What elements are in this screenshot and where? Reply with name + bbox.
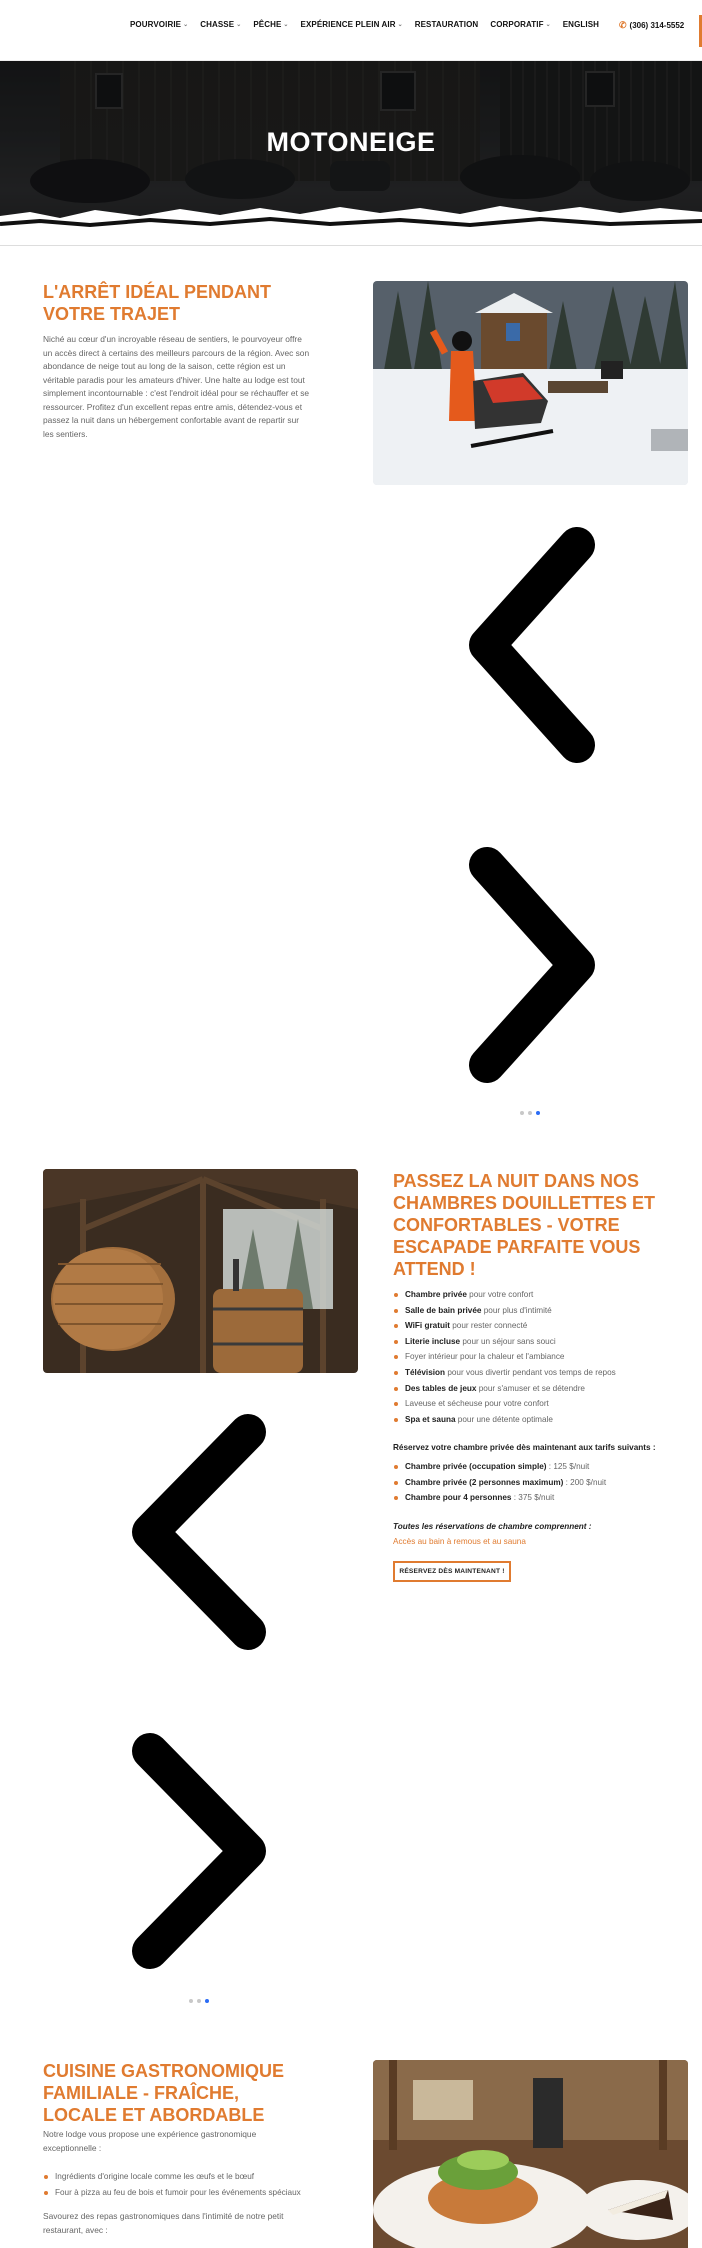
- carousel-dot[interactable]: [197, 1999, 201, 2003]
- nav-item-experience-plein-air[interactable]: [301, 20, 403, 29]
- carousel-prev-icon[interactable]: [128, 1412, 273, 1652]
- list-item: Des tables de jeux pour s'amuser et se détendre: [393, 1381, 616, 1397]
- includes-text: Accès au bain à remous et au sauna: [393, 1537, 526, 1546]
- body-line: ressourcer. Profitez d'un excellent repas entre amis, détendez-vous et: [43, 401, 303, 412]
- nav-label: CORPORATIF: [490, 20, 544, 29]
- nav-item-corporatif[interactable]: [490, 20, 550, 29]
- site-header: [0, 0, 702, 61]
- phone-icon: ✆: [619, 20, 627, 30]
- nav-label: CHASSE: [200, 20, 235, 29]
- body-line: restaurant, avec :: [43, 2224, 108, 2235]
- list-item: Chambre privée pour votre confort: [393, 1287, 616, 1303]
- nav-item-restauration[interactable]: [415, 20, 479, 29]
- includes-heading: Toutes les réservations de chambre comprennent :: [393, 1522, 592, 1531]
- body-line: véritable paradis pour les amateurs d'hiver. Une halte au lodge est tout: [43, 374, 305, 385]
- nav-label: PÊCHE: [253, 20, 282, 29]
- list-item: Télévision pour vous divertir pendant vos temps de repos: [393, 1365, 616, 1381]
- nav-item-chasse[interactable]: [200, 20, 241, 29]
- title-line: CUISINE GASTRONOMIQUE: [43, 2061, 285, 2081]
- list-item: Chambre privée (occupation simple) : 125 $/nuit: [393, 1459, 606, 1475]
- carousel-pagination: [189, 1999, 209, 2003]
- hero-snow-edge: [0, 194, 702, 246]
- phone-link[interactable]: [619, 20, 684, 31]
- nav-label: POURVOIRIE: [130, 20, 182, 29]
- dish-photo: [373, 2060, 688, 2248]
- hero-banner: [0, 61, 702, 246]
- list-item: Four à pizza au feu de bois et fumoir pour les événements spéciaux: [43, 2185, 301, 2201]
- rates-heading: Réservez votre chambre privée dès maintenant aux tarifs suivants :: [393, 1443, 656, 1452]
- section-title: [43, 281, 343, 325]
- nav-label: EXPÉRIENCE PLEIN AIR: [300, 20, 396, 29]
- list-item: Spa et sauna pour une détente optimale: [393, 1412, 616, 1428]
- reserve-button[interactable]: RÉSERVEZ DÈS MAINTENANT !: [393, 1561, 511, 1582]
- title-line: L'ARRÊT IDÉAL PENDANT: [43, 282, 271, 302]
- carousel-dot-active[interactable]: [205, 1999, 209, 2003]
- section-outro: [43, 2210, 343, 2237]
- body-line: Notre lodge vous propose une expérience gastronomique: [43, 2129, 257, 2139]
- list-item: Literie incluse pour un séjour sans souci: [393, 1334, 616, 1350]
- room-features-list: [393, 1287, 616, 1427]
- chevron-down-icon: ⌄: [236, 22, 242, 28]
- nav-item-english[interactable]: [563, 20, 599, 29]
- chevron-down-icon: ⌄: [283, 22, 289, 28]
- body-line: Niché au cœur d'un incroyable réseau de sentiers, le pourvoyeur offre: [43, 334, 302, 344]
- title-line: PASSEZ LA NUIT DANS NOS: [393, 1171, 640, 1191]
- title-line: FAMILIALE - FRAÎCHE,: [43, 2083, 239, 2103]
- list-item: Chambre pour 4 personnes : 375 $/nuit: [393, 1490, 606, 1506]
- body-line: les sentiers.: [43, 428, 88, 439]
- list-item: Chambre privée (2 personnes maximum) : 200 $/nuit: [393, 1475, 606, 1491]
- title-line: CHAMBRES DOUILLETTES ET: [393, 1193, 656, 1213]
- carousel-next-icon[interactable]: [128, 1731, 273, 1971]
- phone-number: (306) 314-5552: [629, 21, 685, 30]
- body-line: exceptionnelle :: [43, 2142, 102, 2153]
- carousel-next-icon[interactable]: [465, 845, 600, 1085]
- section-body: [43, 333, 343, 441]
- nav-item-pourvoirie[interactable]: [130, 20, 188, 29]
- carousel-dot-active[interactable]: [536, 1111, 540, 1115]
- body-line: abondance de neige tout au long de la saison, cette région est un: [43, 361, 286, 371]
- carousel-dot[interactable]: [189, 1999, 193, 2003]
- snowmobile-photo: [373, 281, 688, 485]
- list-item: Foyer intérieur pour la chaleur et l'ambiance: [393, 1349, 616, 1365]
- rates-list: [393, 1459, 606, 1506]
- carousel-dot[interactable]: [520, 1111, 524, 1115]
- list-item: Laveuse et sécheuse pour votre confort: [393, 1396, 616, 1412]
- sauna-photo: [43, 1169, 358, 1373]
- title-line: LOCALE ET ABORDABLE: [43, 2105, 265, 2125]
- list-item: WiFi gratuit pour rester connecté: [393, 1318, 616, 1334]
- carousel-dot[interactable]: [528, 1111, 532, 1115]
- list-item: Salle de bain privée pour plus d'intimité: [393, 1303, 616, 1319]
- carousel-prev-icon[interactable]: [465, 525, 600, 765]
- chevron-down-icon: ⌄: [183, 22, 189, 28]
- title-line: ESCAPADE PARFAITE VOUS: [393, 1237, 641, 1257]
- nav-label: RESTAURATION: [414, 20, 479, 29]
- nav-item-peche[interactable]: [253, 20, 288, 29]
- cuisine-features-list: [43, 2169, 301, 2200]
- list-item: Ingrédients d'origine locale comme les œufs et le bœuf: [43, 2169, 301, 2185]
- chevron-down-icon: ⌄: [545, 22, 551, 28]
- section-intro: [43, 2128, 343, 2155]
- divider: [0, 245, 702, 246]
- title-line: ATTEND !: [393, 1259, 476, 1279]
- body-line: un accès direct à certains des meilleurs parcours de la région. Avec son: [43, 347, 310, 358]
- main-nav: [130, 20, 599, 29]
- section-title: [43, 2060, 343, 2126]
- body-line: Savourez des repas gastronomiques dans l'intimité de notre petit: [43, 2211, 284, 2221]
- nav-label: ENGLISH: [562, 20, 600, 29]
- body-line: simplement incontournable : c'est l'endroit idéal pour se réchauffer et se: [43, 388, 310, 398]
- chevron-down-icon: ⌄: [397, 22, 403, 28]
- title-line: VOTRE TRAJET: [43, 304, 181, 324]
- section-title: [393, 1170, 693, 1280]
- page-title: MOTONEIGE: [266, 127, 436, 157]
- carousel-pagination: [520, 1111, 540, 1115]
- body-line: passez la nuit dans un hébergement confortable avant de repartir sur: [43, 415, 300, 425]
- title-line: CONFORTABLES - VOTRE: [393, 1215, 620, 1235]
